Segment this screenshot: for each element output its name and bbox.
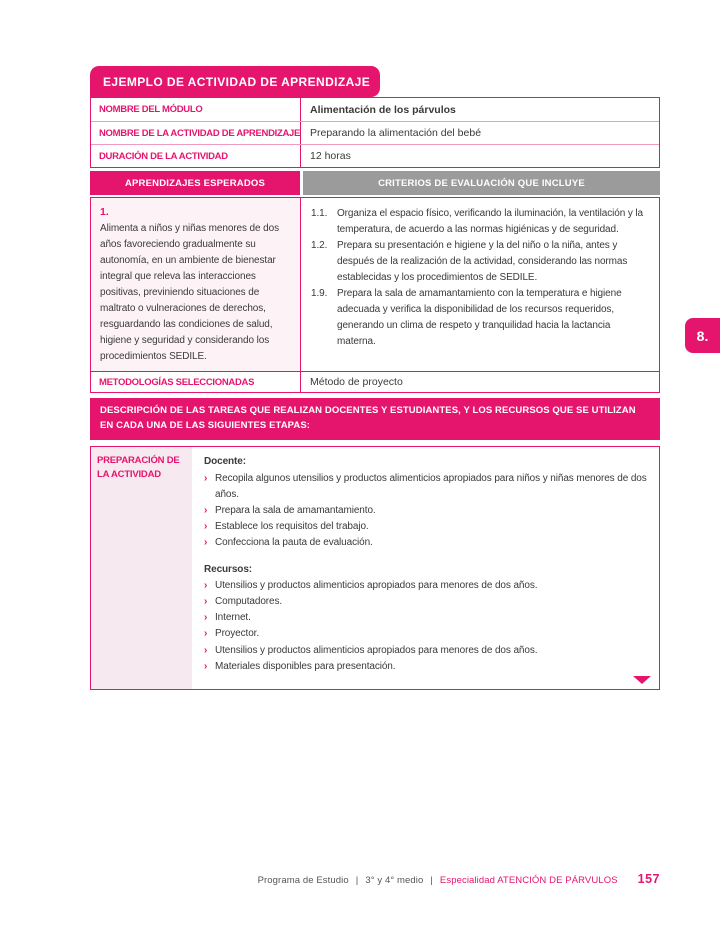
list-item-text: Proyector.	[215, 628, 260, 640]
section-headers	[90, 171, 660, 195]
list-item-text: Utensilios y productos alimenticios apropiados para menores de dos años.	[215, 644, 538, 656]
list-item-text: Recopila algunos utensilios y productos alimenticios apropiados para niños y niñas menores de dos años.	[215, 472, 647, 500]
table-row	[91, 98, 659, 121]
footer-program: Programa de Estudio	[257, 875, 349, 886]
list-item-text: Confecciona la pauta de evaluación.	[215, 537, 373, 549]
methodology-value: Método de proyecto	[310, 376, 403, 388]
list-item	[204, 610, 647, 626]
page-number: 157	[637, 872, 660, 886]
footer-separator: |	[355, 875, 359, 886]
chevron-bullet-icon: ›	[204, 505, 208, 516]
criterion-text: Prepara la sala de amamantamiento con la temperatura e higiene adecuada y verifica la disponibilidad de los recursos requeridos, generando un clima de respeto y tranquilidad hacia la lactancia materna.	[337, 288, 622, 347]
learning-number: 1.	[100, 206, 109, 218]
list-item-text: Prepara la sala de amamantamiento.	[215, 505, 376, 516]
list-item	[204, 643, 647, 659]
chevron-bullet-icon: ›	[204, 660, 208, 672]
list-item	[204, 519, 647, 535]
list-item	[204, 578, 647, 594]
footer-specialty: Especialidad ATENCIÓN DE PÁRVULOS	[439, 875, 618, 886]
list-item-text: Establece los requisitos del trabajo.	[215, 521, 369, 533]
page-footer	[90, 872, 660, 886]
list-item-text: Computadores.	[215, 595, 283, 607]
chevron-bullet-icon: ›	[204, 537, 208, 549]
duration-value: 12 horas	[310, 150, 351, 162]
footer-grade: 3° y 4° medio	[365, 875, 424, 886]
criterion-text: Prepara su presentación e higiene y la del niño o la niña, antes y después de la realización de la actividad, considerando las normas establecidas y los procedimientos de SEDILE.	[337, 240, 628, 283]
stage-table	[90, 446, 660, 689]
list-item	[204, 659, 647, 675]
chevron-bullet-icon: ›	[204, 595, 208, 607]
module-name-label: NOMBRE DEL MÓDULO	[91, 98, 301, 121]
docente-heading: Docente:	[204, 456, 246, 468]
continuation-arrow-icon	[633, 676, 651, 684]
list-item-text: Utensilios y productos alimenticios apropiados para menores de dos años.	[215, 579, 538, 591]
list-item	[204, 471, 647, 503]
list-item	[204, 594, 647, 610]
learning-row	[91, 198, 659, 371]
stage-content	[192, 447, 659, 688]
methodology-label: METODOLOGÍAS SELECCIONADAS	[91, 372, 301, 392]
recursos-heading: Recursos:	[204, 563, 253, 575]
chevron-bullet-icon: ›	[204, 644, 208, 656]
expected-learnings-header: APRENDIZAJES ESPERADOS	[90, 171, 300, 195]
tasks-description-banner: DESCRIPCIÓN DE LAS TAREAS QUE REALIZAN DOCENTES Y ESTUDIANTES, Y LOS RECURSOS QUE SE UTILIZAN EN CADA UNA DE LAS SIGUIENTES ETAPAS:	[90, 398, 660, 440]
criterion-item	[311, 238, 649, 286]
methodology-row	[91, 371, 659, 392]
activity-title-banner: EJEMPLO DE ACTIVIDAD DE APRENDIZAJE	[90, 66, 380, 97]
activity-name-value: Preparando la alimentación del bebé	[310, 127, 482, 139]
evaluation-criteria-header: CRITERIOS DE EVALUACIÓN QUE INCLUYE	[303, 171, 660, 195]
criterion-number: 1.1.	[311, 208, 328, 219]
chevron-bullet-icon: ›	[204, 612, 208, 624]
module-name-value: Alimentación de los párvulos	[310, 103, 456, 116]
chevron-bullet-icon: ›	[204, 472, 208, 484]
list-item	[204, 626, 647, 642]
criteria-cell	[301, 198, 659, 371]
table-row	[91, 121, 659, 144]
chevron-bullet-icon: ›	[204, 521, 208, 533]
stage-label: PREPARACIÓN DE LA ACTIVIDAD	[91, 447, 192, 688]
criterion-number: 1.2.	[311, 240, 328, 251]
list-item	[204, 503, 647, 519]
duration-label: DURACIÓN DE LA ACTIVIDAD	[91, 145, 301, 167]
chevron-bullet-icon: ›	[204, 628, 208, 640]
chapter-tab: 8.	[685, 318, 720, 353]
list-item-text: Materiales disponibles para presentación.	[215, 660, 396, 672]
criterion-item	[311, 286, 649, 350]
table-row	[91, 144, 659, 167]
footer-separator: |	[430, 875, 433, 886]
list-item	[204, 535, 647, 551]
expected-learning-cell	[91, 198, 301, 371]
learning-text: Alimenta a niños y niñas menores de dos años favoreciendo gradualmente su autonomía, en un ambiente de bienestar integral que releva las interacciones positivas, previniendo situaciones de maltrato o vulneraciones de derechos, resguardando las condiciones de salud, higiene y seguridad y considerando los procedimientos SEDILE.	[100, 223, 279, 362]
criterion-text: Organiza el espacio físico, verificando la iluminación, la ventilación y la temperatura, de acuerdo a las normas higiénicas y de seguridad.	[337, 208, 643, 235]
list-item-text: Internet.	[215, 612, 251, 624]
criterion-number: 1.9.	[311, 288, 328, 299]
chevron-bullet-icon: ›	[204, 579, 208, 591]
learning-table	[90, 197, 660, 393]
activity-name-label: NOMBRE DE LA ACTIVIDAD DE APRENDIZAJE	[91, 122, 301, 144]
criterion-item	[311, 206, 649, 238]
document-page	[90, 66, 660, 690]
info-table	[90, 97, 660, 168]
